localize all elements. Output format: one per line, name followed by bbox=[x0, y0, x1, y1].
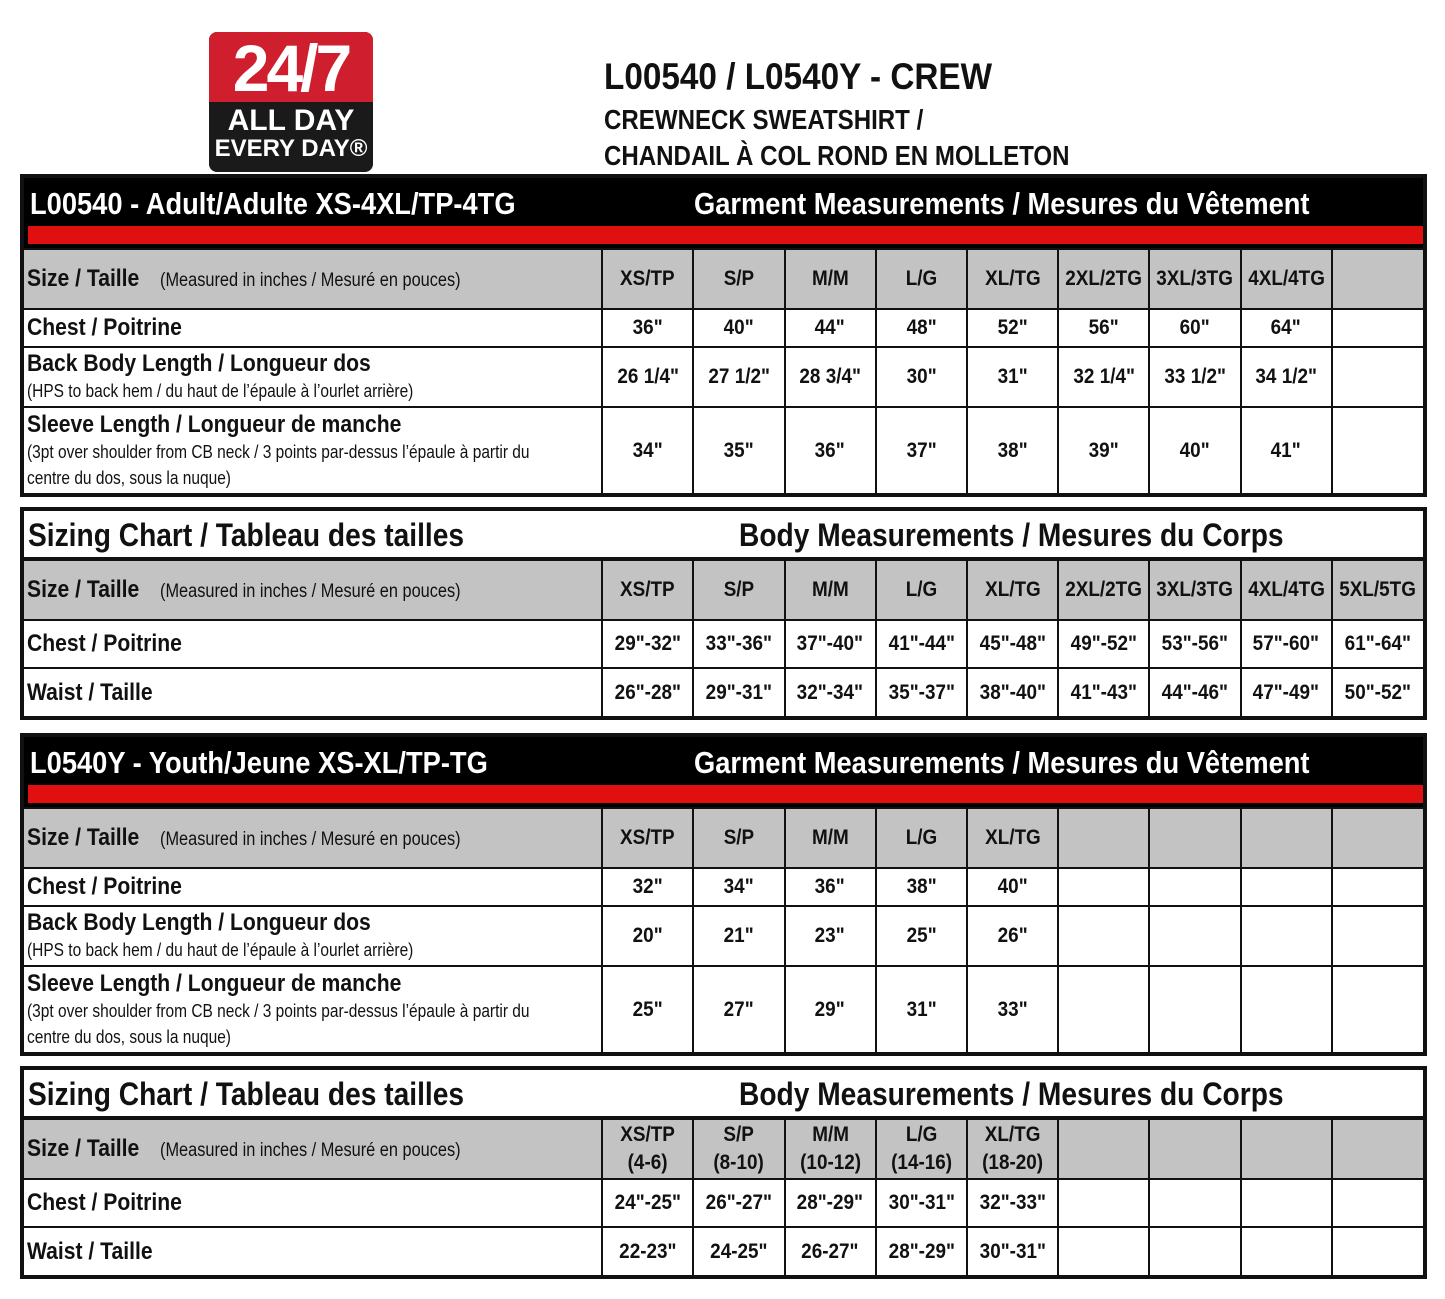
chest-cell: 38" bbox=[876, 868, 967, 906]
chest-cell bbox=[1241, 868, 1332, 906]
table-row bbox=[24, 407, 1423, 493]
adult-garment-grid bbox=[24, 248, 1423, 493]
sleeve-cell: 31" bbox=[876, 966, 967, 1052]
page-subtitle-en: CREWNECK SWEATSHIRT / bbox=[604, 104, 924, 135]
chest-cell bbox=[1332, 868, 1423, 906]
chest-cell: 45"-48" bbox=[967, 620, 1058, 668]
chest-cell: 28"-29" bbox=[785, 1179, 876, 1227]
waist-cell: 30"-31" bbox=[967, 1227, 1058, 1275]
adult-body-grid bbox=[24, 559, 1423, 716]
chest-cell: 48" bbox=[876, 309, 967, 347]
chest-cell bbox=[1332, 309, 1423, 347]
table-row bbox=[24, 966, 1423, 1052]
size-cell: XS/TP bbox=[602, 808, 693, 868]
back-cell bbox=[1241, 906, 1332, 966]
size-cell: L/G bbox=[876, 560, 967, 620]
sleeve-length-note-2: centre du dos, sous la nuque) bbox=[27, 1026, 231, 1047]
sleeve-length-note: (3pt over shoulder from CB neck / 3 points par-dessus l’épaule à partir du bbox=[27, 1000, 530, 1021]
table-row bbox=[24, 309, 1423, 347]
size-cell: S/P (8-10) bbox=[693, 1119, 784, 1179]
size-note: (Measured in inches / Mesuré en pouces) bbox=[160, 829, 462, 850]
chest-cell: 30"-31" bbox=[876, 1179, 967, 1227]
sleeve-length-label: Sleeve Length / Longueur de manche bbox=[27, 969, 402, 997]
red-divider bbox=[28, 785, 1423, 803]
waist-cell bbox=[1241, 1227, 1332, 1275]
adult-body-title: Sizing Chart / Tableau des tailles bbox=[28, 517, 465, 553]
size-cell bbox=[1058, 1119, 1149, 1179]
size-label: Size / Taille bbox=[27, 824, 140, 851]
sleeve-length-note-2: centre du dos, sous la nuque) bbox=[27, 467, 231, 488]
chest-cell bbox=[1058, 1179, 1149, 1227]
waist-cell: 44"-46" bbox=[1149, 668, 1240, 716]
size-cell bbox=[1332, 808, 1423, 868]
youth-garment-title: L0540Y - Youth/Jeune XS-XL/TP-TG bbox=[30, 745, 488, 780]
size-cell bbox=[1149, 808, 1240, 868]
adult-body-table bbox=[20, 507, 1427, 720]
chest-cell: 64" bbox=[1241, 309, 1332, 347]
sleeve-cell bbox=[1332, 966, 1423, 1052]
logo-line-all-day: ALL DAY bbox=[227, 104, 355, 137]
waist-cell bbox=[1058, 1227, 1149, 1275]
table-row bbox=[24, 1227, 1423, 1275]
waist-label: Waist / Taille bbox=[27, 1237, 153, 1265]
chest-cell: 41"-44" bbox=[876, 620, 967, 668]
page-subtitle-fr: CHANDAIL À COL ROND EN MOLLETON bbox=[604, 140, 1070, 171]
chest-cell: 61"-64" bbox=[1332, 620, 1423, 668]
table-row bbox=[24, 668, 1423, 716]
back-cell: 30" bbox=[876, 347, 967, 407]
brand-logo bbox=[209, 32, 373, 172]
size-cell: M/M bbox=[785, 249, 876, 309]
back-cell: 26" bbox=[967, 906, 1058, 966]
size-cell: XL/TG bbox=[967, 560, 1058, 620]
sleeve-cell: 37" bbox=[876, 407, 967, 493]
page-title: L00540 / L0540Y - CREW bbox=[604, 56, 993, 97]
youth-garment-table bbox=[20, 733, 1427, 1056]
waist-cell: 50"-52" bbox=[1332, 668, 1423, 716]
size-cell: M/M bbox=[785, 560, 876, 620]
table-row bbox=[24, 868, 1423, 906]
sleeve-cell: 35" bbox=[693, 407, 784, 493]
back-length-note: (HPS to back hem / du haut de l’épaule à l’ourlet arrière) bbox=[27, 940, 414, 960]
chest-cell: 56" bbox=[1058, 309, 1149, 347]
chest-cell: 49"-52" bbox=[1058, 620, 1149, 668]
waist-cell: 29"-31" bbox=[693, 668, 784, 716]
sleeve-cell: 40" bbox=[1149, 407, 1240, 493]
size-cell: XS/TP bbox=[602, 249, 693, 309]
sleeve-length-label: Sleeve Length / Longueur de manche bbox=[27, 410, 402, 438]
adult-garment-header bbox=[24, 178, 1423, 248]
back-cell: 26 1/4" bbox=[602, 347, 693, 407]
back-cell: 32 1/4" bbox=[1058, 347, 1149, 407]
waist-cell: 26-27" bbox=[785, 1227, 876, 1275]
sleeve-length-note: (3pt over shoulder from CB neck / 3 points par-dessus l’épaule à partir du bbox=[27, 441, 530, 462]
sleeve-cell: 38" bbox=[967, 407, 1058, 493]
youth-body-table bbox=[20, 1066, 1427, 1279]
chest-cell: 60" bbox=[1149, 309, 1240, 347]
sleeve-cell: 41" bbox=[1241, 407, 1332, 493]
chest-label: Chest / Poitrine bbox=[27, 314, 182, 341]
youth-garment-subtitle: Garment Measurements / Mesures du Vêtement bbox=[694, 745, 1310, 780]
size-cell: M/M bbox=[785, 808, 876, 868]
chest-cell: 36" bbox=[785, 868, 876, 906]
size-cell: 3XL/3TG bbox=[1149, 560, 1240, 620]
size-cell: S/P bbox=[693, 808, 784, 868]
youth-body-header bbox=[24, 1070, 1423, 1118]
size-cell: 5XL/5TG bbox=[1332, 560, 1423, 620]
table-row bbox=[24, 560, 1423, 620]
chest-cell: 53"-56" bbox=[1149, 620, 1240, 668]
chest-cell: 32" bbox=[602, 868, 693, 906]
chest-cell: 29"-32" bbox=[602, 620, 693, 668]
back-cell bbox=[1332, 906, 1423, 966]
logo-number: 24/7 bbox=[209, 32, 373, 102]
waist-cell: 38"-40" bbox=[967, 668, 1058, 716]
back-cell: 21" bbox=[693, 906, 784, 966]
table-row bbox=[24, 620, 1423, 668]
sleeve-cell: 29" bbox=[785, 966, 876, 1052]
chest-cell bbox=[1149, 1179, 1240, 1227]
adult-body-subtitle: Body Measurements / Mesures du Corps bbox=[739, 517, 1284, 553]
chest-cell: 40" bbox=[693, 309, 784, 347]
chest-label: Chest / Poitrine bbox=[27, 873, 182, 900]
sleeve-cell bbox=[1149, 966, 1240, 1052]
back-cell: 27 1/2" bbox=[693, 347, 784, 407]
back-cell: 23" bbox=[785, 906, 876, 966]
chest-cell bbox=[1332, 1179, 1423, 1227]
sleeve-cell bbox=[1058, 966, 1149, 1052]
sleeve-cell bbox=[1241, 966, 1332, 1052]
adult-garment-title: L00540 - Adult/Adulte XS-4XL/TP-4TG bbox=[30, 186, 516, 221]
chest-cell bbox=[1149, 868, 1240, 906]
waist-cell: 32"-34" bbox=[785, 668, 876, 716]
youth-garment-header bbox=[24, 737, 1423, 807]
back-cell: 33 1/2" bbox=[1149, 347, 1240, 407]
waist-label: Waist / Taille bbox=[27, 678, 153, 706]
waist-cell: 22-23" bbox=[602, 1227, 693, 1275]
chest-cell: 37"-40" bbox=[785, 620, 876, 668]
size-note: (Measured in inches / Mesuré en pouces) bbox=[160, 270, 462, 291]
size-cell: M/M (10-12) bbox=[785, 1119, 876, 1179]
chest-cell: 32"-33" bbox=[967, 1179, 1058, 1227]
sleeve-cell: 39" bbox=[1058, 407, 1149, 493]
size-cell: XS/TP bbox=[602, 560, 693, 620]
youth-garment-grid bbox=[24, 807, 1423, 1052]
waist-cell: 47"-49" bbox=[1241, 668, 1332, 716]
youth-body-title: Sizing Chart / Tableau des tailles bbox=[28, 1076, 465, 1112]
size-label: Size / Taille bbox=[27, 265, 140, 292]
chest-label: Chest / Poitrine bbox=[27, 1189, 182, 1216]
chest-cell: 40" bbox=[967, 868, 1058, 906]
table-row bbox=[24, 347, 1423, 407]
size-label: Size / Taille bbox=[27, 576, 140, 603]
size-cell bbox=[1058, 808, 1149, 868]
sleeve-cell: 27" bbox=[693, 966, 784, 1052]
size-cell: 2XL/2TG bbox=[1058, 560, 1149, 620]
size-cell bbox=[1241, 808, 1332, 868]
chest-cell: 34" bbox=[693, 868, 784, 906]
size-cell bbox=[1149, 1119, 1240, 1179]
size-cell bbox=[1332, 1119, 1423, 1179]
size-cell: XL/TG bbox=[967, 808, 1058, 868]
adult-garment-table bbox=[20, 174, 1427, 497]
size-cell bbox=[1241, 1119, 1332, 1179]
waist-cell bbox=[1332, 1227, 1423, 1275]
back-cell bbox=[1149, 906, 1240, 966]
table-row bbox=[24, 808, 1423, 868]
size-cell: XL/TG (18-20) bbox=[967, 1119, 1058, 1179]
sleeve-cell: 36" bbox=[785, 407, 876, 493]
table-row bbox=[24, 906, 1423, 966]
back-length-note: (HPS to back hem / du haut de l’épaule à l’ourlet arrière) bbox=[27, 381, 414, 401]
size-cell: L/G bbox=[876, 808, 967, 868]
waist-cell bbox=[1149, 1227, 1240, 1275]
waist-cell: 26"-28" bbox=[602, 668, 693, 716]
back-cell: 28 3/4" bbox=[785, 347, 876, 407]
logo-line-every-day: EVERY DAY® bbox=[214, 135, 368, 162]
youth-body-subtitle: Body Measurements / Mesures du Corps bbox=[739, 1076, 1284, 1112]
sleeve-cell: 25" bbox=[602, 966, 693, 1052]
chest-cell: 44" bbox=[785, 309, 876, 347]
sleeve-cell: 34" bbox=[602, 407, 693, 493]
size-cell: XS/TP (4-6) bbox=[602, 1119, 693, 1179]
size-cell: S/P bbox=[693, 249, 784, 309]
size-cell: XL/TG bbox=[967, 249, 1058, 309]
back-cell: 34 1/2" bbox=[1241, 347, 1332, 407]
size-cell: L/G (14-16) bbox=[876, 1119, 967, 1179]
chest-cell: 52" bbox=[967, 309, 1058, 347]
chest-label: Chest / Poitrine bbox=[27, 630, 182, 657]
size-cell: S/P bbox=[693, 560, 784, 620]
back-cell: 31" bbox=[967, 347, 1058, 407]
sleeve-cell: 33" bbox=[967, 966, 1058, 1052]
back-length-label: Back Body Length / Longueur dos bbox=[27, 909, 371, 936]
back-length-label: Back Body Length / Longueur dos bbox=[27, 350, 371, 377]
size-cell bbox=[1332, 249, 1423, 309]
size-cell: 4XL/4TG bbox=[1241, 560, 1332, 620]
size-cell: 2XL/2TG bbox=[1058, 249, 1149, 309]
size-cell: 3XL/3TG bbox=[1149, 249, 1240, 309]
back-cell bbox=[1332, 347, 1423, 407]
chest-cell bbox=[1241, 1179, 1332, 1227]
red-divider bbox=[28, 226, 1423, 244]
size-cell: L/G bbox=[876, 249, 967, 309]
table-row bbox=[24, 249, 1423, 309]
waist-cell: 28"-29" bbox=[876, 1227, 967, 1275]
chest-cell: 24"-25" bbox=[602, 1179, 693, 1227]
table-row bbox=[24, 1119, 1423, 1179]
waist-cell: 24-25" bbox=[693, 1227, 784, 1275]
table-row bbox=[24, 1179, 1423, 1227]
chest-cell: 26"-27" bbox=[693, 1179, 784, 1227]
waist-cell: 35"-37" bbox=[876, 668, 967, 716]
size-label: Size / Taille bbox=[27, 1135, 140, 1162]
adult-garment-subtitle: Garment Measurements / Mesures du Vêtement bbox=[694, 186, 1310, 221]
adult-body-header bbox=[24, 511, 1423, 559]
chest-cell: 57"-60" bbox=[1241, 620, 1332, 668]
chest-cell bbox=[1058, 868, 1149, 906]
chest-cell: 33"-36" bbox=[693, 620, 784, 668]
back-cell bbox=[1058, 906, 1149, 966]
waist-cell: 41"-43" bbox=[1058, 668, 1149, 716]
size-cell: 4XL/4TG bbox=[1241, 249, 1332, 309]
size-note: (Measured in inches / Mesuré en pouces) bbox=[160, 581, 462, 602]
youth-body-grid bbox=[24, 1118, 1423, 1275]
back-cell: 25" bbox=[876, 906, 967, 966]
sleeve-cell bbox=[1332, 407, 1423, 493]
chest-cell: 36" bbox=[602, 309, 693, 347]
size-note: (Measured in inches / Mesuré en pouces) bbox=[160, 1140, 462, 1161]
back-cell: 20" bbox=[602, 906, 693, 966]
